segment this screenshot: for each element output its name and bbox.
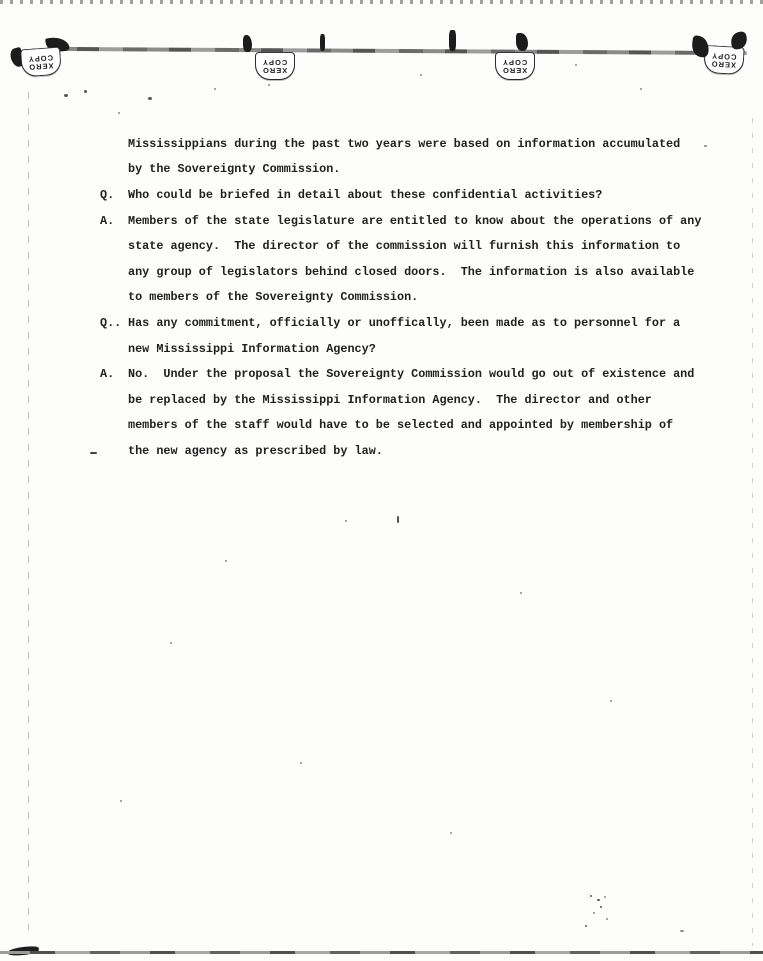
noise-speck [450,832,452,834]
noise-speck [300,762,302,764]
xero-copy-stamp [703,45,744,75]
qa-label: A. [100,367,115,382]
perforation-dots [0,0,763,4]
xero-copy-stamp [495,52,535,80]
text-line: A. Members of the state legislature are entitled to know about the operations of any [100,213,702,228]
noise-speck [704,145,707,147]
noise-speck [170,642,172,644]
noise-speck [600,906,602,908]
text-line: the new agency as prescribed by law. [128,443,383,458]
noise-speck [345,520,347,522]
noise-speck [225,560,227,562]
noise-speck [120,800,122,802]
ink-blob [730,31,748,50]
typed-text-block [100,131,720,464]
xero-copy-stamp [20,47,62,78]
noise-speck [610,700,612,702]
right-margin-line [752,118,753,946]
qa-label: Q. [100,187,115,202]
left-margin-line [28,92,29,930]
ink-blob [243,35,252,52]
xero-copy-stamp-text: XERO COPY [502,58,528,75]
text-line: Mississippians during the past two years were based on information accumulated [128,136,681,151]
text-line: new Mississippi Information Agency? [128,341,376,356]
noise-speck [640,88,642,90]
noise-speck [575,64,577,66]
bottom-seam-line [0,951,763,954]
xero-copy-stamp-text: XERO COPY [27,53,55,72]
text-line: by the Sovereignty Commission. [128,162,341,177]
noise-speck [420,74,422,76]
text-line: A. No. Under the proposal the Sovereignty Commission would go out of existence and [100,367,695,382]
noise-speck [148,97,152,100]
xero-copy-stamp-text: XERO COPY [710,51,738,70]
ink-blob [516,33,528,51]
xero-copy-stamp [255,52,295,80]
noise-speck [593,912,595,914]
text-line: to members of the Sovereignty Commission. [128,290,419,305]
noise-speck [268,84,270,86]
ink-blob [449,30,456,51]
noise-speck [604,896,606,898]
qa-label: Q.. [100,315,122,330]
xero-copy-stamp-text: XERO COPY [262,58,288,75]
noise-speck [118,112,120,114]
text-line: Q. Who could be briefed in detail about these confidential activities? [100,187,603,202]
noise-speck [590,895,592,897]
tape-seam-line [55,47,747,55]
text-line: Q.. Has any commitment, officially or unoffically, been made as to personnel for a [100,315,681,330]
noise-speck [84,90,87,93]
stray-dash-mark [90,452,97,454]
text-line: members of the staff would have to be selected and appointed by membership of [128,418,674,433]
noise-speck [680,930,684,932]
noise-speck [585,925,587,927]
text-line: be replaced by the Mississippi Information Agency. The director and other [128,392,652,407]
noise-speck [597,899,600,901]
noise-speck [606,918,608,920]
ink-blob [320,34,325,51]
text-line: any group of legislators behind closed doors. The information is also available [128,264,695,279]
noise-speck [64,94,68,97]
qa-label: A. [100,213,115,228]
noise-speck [214,88,216,90]
text-line: state agency. The director of the commission will furnish this information to [128,239,681,254]
noise-speck [520,592,522,594]
noise-speck [397,516,399,523]
